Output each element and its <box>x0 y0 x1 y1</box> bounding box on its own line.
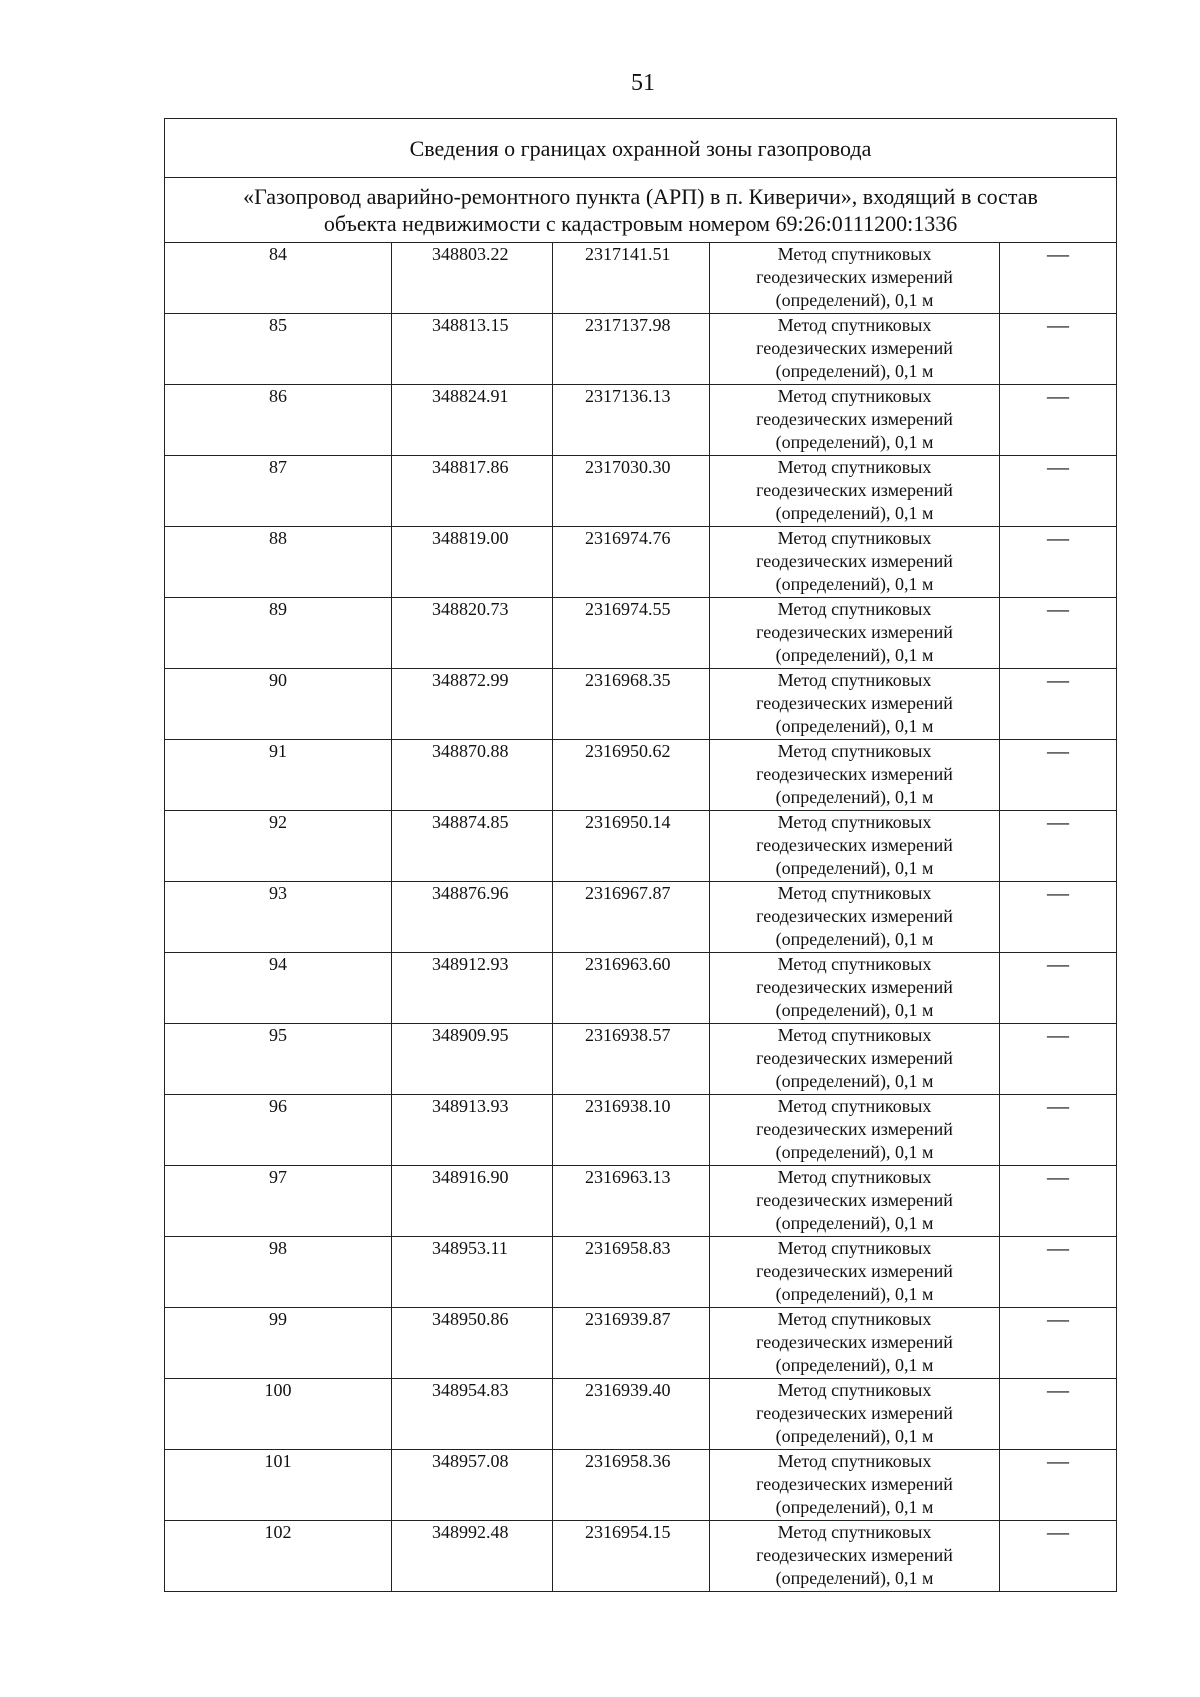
method-cell <box>710 456 1000 527</box>
coordinate-x: 348992.48 <box>392 1521 553 1592</box>
table-title-row <box>165 119 1117 178</box>
method-line-3: (определений), 0,1 м <box>775 1497 934 1517</box>
method-line-3: (определений), 0,1 м <box>775 1213 934 1233</box>
method-cell <box>710 385 1000 456</box>
coordinate-x: 348909.95 <box>392 1024 553 1095</box>
method-line-3: (определений), 0,1 м <box>775 574 934 594</box>
coordinate-y: 2316958.83 <box>553 1237 710 1308</box>
method-line-2: геодезических измерений <box>756 693 953 713</box>
method-line-3: (определений), 0,1 м <box>775 1142 934 1162</box>
method-line-3: (определений), 0,1 м <box>775 1284 934 1304</box>
table-row <box>165 1450 1117 1521</box>
coordinate-y: 2316950.62 <box>553 740 710 811</box>
coordinate-y: 2316963.13 <box>553 1166 710 1237</box>
method-cell <box>710 1095 1000 1166</box>
note-dash: — <box>1000 527 1117 598</box>
note-dash: — <box>1000 1024 1117 1095</box>
point-number: 94 <box>165 953 392 1024</box>
coordinate-x: 348820.73 <box>392 598 553 669</box>
method-cell <box>710 598 1000 669</box>
coordinate-x: 348913.93 <box>392 1095 553 1166</box>
method-cell <box>710 1521 1000 1592</box>
coordinate-y: 2316939.40 <box>553 1379 710 1450</box>
point-number: 87 <box>165 456 392 527</box>
method-line-3: (определений), 0,1 м <box>775 361 934 381</box>
method-line-2: геодезических измерений <box>756 1261 953 1281</box>
note-dash: — <box>1000 456 1117 527</box>
coordinate-y: 2316939.87 <box>553 1308 710 1379</box>
note-dash: — <box>1000 740 1117 811</box>
point-number: 95 <box>165 1024 392 1095</box>
method-cell <box>710 1450 1000 1521</box>
coordinate-y: 2316967.87 <box>553 882 710 953</box>
table-row <box>165 598 1117 669</box>
point-number: 100 <box>165 1379 392 1450</box>
subtitle-line-2: объекта недвижимости с кадастровым номером 69:26:0111200:1336 <box>323 211 958 236</box>
point-number: 88 <box>165 527 392 598</box>
method-line-2: геодезических измерений <box>756 409 953 429</box>
table-row <box>165 1024 1117 1095</box>
table-row <box>165 1237 1117 1308</box>
point-number: 93 <box>165 882 392 953</box>
method-cell <box>710 243 1000 314</box>
coordinates-table <box>164 118 1117 1592</box>
method-line-3: (определений), 0,1 м <box>775 432 934 452</box>
coordinate-y: 2316974.55 <box>553 598 710 669</box>
method-line-3: (определений), 0,1 м <box>775 787 934 807</box>
method-line-3: (определений), 0,1 м <box>775 290 934 310</box>
method-cell <box>710 1237 1000 1308</box>
method-line-1: Метод спутниковых <box>777 954 932 974</box>
note-dash: — <box>1000 1237 1117 1308</box>
page-number: 51 <box>631 70 655 96</box>
coordinate-y: 2316958.36 <box>553 1450 710 1521</box>
method-line-1: Метод спутниковых <box>777 1451 932 1471</box>
method-line-1: Метод спутниковых <box>777 386 932 406</box>
point-number: 99 <box>165 1308 392 1379</box>
method-line-2: геодезических измерений <box>756 622 953 642</box>
method-line-2: геодезических измерений <box>756 338 953 358</box>
note-dash: — <box>1000 598 1117 669</box>
point-number: 97 <box>165 1166 392 1237</box>
method-line-2: геодезических измерений <box>756 1119 953 1139</box>
coordinate-x: 348916.90 <box>392 1166 553 1237</box>
table-row <box>165 1166 1117 1237</box>
table-row <box>165 882 1117 953</box>
method-cell <box>710 882 1000 953</box>
coordinate-y: 2317030.30 <box>553 456 710 527</box>
method-line-2: геодезических измерений <box>756 1403 953 1423</box>
point-number: 92 <box>165 811 392 882</box>
method-line-3: (определений), 0,1 м <box>775 1426 934 1446</box>
note-dash: — <box>1000 1095 1117 1166</box>
coordinate-y: 2316938.10 <box>553 1095 710 1166</box>
coordinate-x: 348870.88 <box>392 740 553 811</box>
method-line-3: (определений), 0,1 м <box>775 716 934 736</box>
coordinate-x: 348953.11 <box>392 1237 553 1308</box>
method-cell <box>710 1024 1000 1095</box>
coordinate-x: 348872.99 <box>392 669 553 740</box>
table-subtitle <box>165 178 1117 243</box>
note-dash: — <box>1000 314 1117 385</box>
method-line-2: геодезических измерений <box>756 1190 953 1210</box>
method-cell <box>710 811 1000 882</box>
method-line-3: (определений), 0,1 м <box>775 1071 934 1091</box>
point-number: 89 <box>165 598 392 669</box>
point-number: 96 <box>165 1095 392 1166</box>
method-line-1: Метод спутниковых <box>777 1025 932 1045</box>
table-row <box>165 527 1117 598</box>
method-line-1: Метод спутниковых <box>777 599 932 619</box>
table-row <box>165 1521 1117 1592</box>
point-number: 101 <box>165 1450 392 1521</box>
table-row <box>165 243 1117 314</box>
method-line-3: (определений), 0,1 м <box>775 1568 934 1588</box>
method-cell <box>710 1166 1000 1237</box>
method-line-1: Метод спутниковых <box>777 1380 932 1400</box>
table-row <box>165 740 1117 811</box>
note-dash: — <box>1000 385 1117 456</box>
coordinate-y: 2316974.76 <box>553 527 710 598</box>
method-line-1: Метод спутниковых <box>777 1309 932 1329</box>
note-dash: — <box>1000 882 1117 953</box>
coordinate-y: 2316938.57 <box>553 1024 710 1095</box>
point-number: 85 <box>165 314 392 385</box>
method-line-2: геодезических измерений <box>756 1545 953 1565</box>
method-line-1: Метод спутниковых <box>777 1522 932 1542</box>
method-line-1: Метод спутниковых <box>777 1167 932 1187</box>
coordinate-y: 2316950.14 <box>553 811 710 882</box>
table-title: Сведения о границах охранной зоны газопровода <box>165 119 1117 178</box>
point-number: 98 <box>165 1237 392 1308</box>
note-dash: — <box>1000 1450 1117 1521</box>
note-dash: — <box>1000 1166 1117 1237</box>
coordinate-y: 2317137.98 <box>553 314 710 385</box>
point-number: 91 <box>165 740 392 811</box>
method-line-3: (определений), 0,1 м <box>775 645 934 665</box>
note-dash: — <box>1000 811 1117 882</box>
method-line-1: Метод спутниковых <box>777 528 932 548</box>
method-line-1: Метод спутниковых <box>777 883 932 903</box>
method-line-2: геодезических измерений <box>756 764 953 784</box>
method-line-1: Метод спутниковых <box>777 1096 932 1116</box>
coordinate-x: 348912.93 <box>392 953 553 1024</box>
table-row <box>165 1379 1117 1450</box>
method-line-1: Метод спутниковых <box>777 244 932 264</box>
coordinate-x: 348950.86 <box>392 1308 553 1379</box>
method-line-2: геодезических измерений <box>756 1474 953 1494</box>
coordinate-x: 348813.15 <box>392 314 553 385</box>
coordinate-y: 2317136.13 <box>553 385 710 456</box>
method-cell <box>710 740 1000 811</box>
method-line-2: геодезических измерений <box>756 906 953 926</box>
method-line-2: геодезических измерений <box>756 1332 953 1352</box>
point-number: 90 <box>165 669 392 740</box>
method-line-2: геодезических измерений <box>756 480 953 500</box>
table-row <box>165 953 1117 1024</box>
method-line-3: (определений), 0,1 м <box>775 929 934 949</box>
coordinate-x: 348824.91 <box>392 385 553 456</box>
method-line-2: геодезических измерений <box>756 1048 953 1068</box>
coordinate-x: 348954.83 <box>392 1379 553 1450</box>
note-dash: — <box>1000 243 1117 314</box>
method-cell <box>710 953 1000 1024</box>
method-cell <box>710 527 1000 598</box>
table-row <box>165 811 1117 882</box>
method-cell <box>710 1308 1000 1379</box>
table-row <box>165 385 1117 456</box>
coordinate-x: 348876.96 <box>392 882 553 953</box>
note-dash: — <box>1000 669 1117 740</box>
subtitle-line-1: «Газопровод аварийно-ремонтного пункта (АРП) в п. Киверичи», входящий в состав <box>243 184 1038 209</box>
note-dash: — <box>1000 953 1117 1024</box>
point-number: 86 <box>165 385 392 456</box>
note-dash: — <box>1000 1521 1117 1592</box>
coordinate-x: 348819.00 <box>392 527 553 598</box>
note-dash: — <box>1000 1308 1117 1379</box>
point-number: 102 <box>165 1521 392 1592</box>
point-number: 84 <box>165 243 392 314</box>
method-line-2: геодезических измерений <box>756 267 953 287</box>
coordinate-x: 348874.85 <box>392 811 553 882</box>
method-line-3: (определений), 0,1 м <box>775 858 934 878</box>
method-line-2: геодезических измерений <box>756 835 953 855</box>
method-cell <box>710 314 1000 385</box>
coordinate-x: 348957.08 <box>392 1450 553 1521</box>
table-row <box>165 1308 1117 1379</box>
coordinate-y: 2317141.51 <box>553 243 710 314</box>
method-line-1: Метод спутниковых <box>777 812 932 832</box>
method-line-3: (определений), 0,1 м <box>775 503 934 523</box>
coordinate-x: 348817.86 <box>392 456 553 527</box>
method-line-3: (определений), 0,1 м <box>775 1000 934 1020</box>
method-line-2: геодезических измерений <box>756 551 953 571</box>
coordinate-y: 2316954.15 <box>553 1521 710 1592</box>
method-line-1: Метод спутниковых <box>777 315 932 335</box>
table-row <box>165 314 1117 385</box>
method-cell <box>710 1379 1000 1450</box>
table-row <box>165 669 1117 740</box>
method-line-2: геодезических измерений <box>756 977 953 997</box>
method-line-1: Метод спутниковых <box>777 457 932 477</box>
method-line-3: (определений), 0,1 м <box>775 1355 934 1375</box>
table-row <box>165 456 1117 527</box>
coordinate-y: 2316968.35 <box>553 669 710 740</box>
method-cell <box>710 669 1000 740</box>
table-subtitle-row <box>165 178 1117 243</box>
note-dash: — <box>1000 1379 1117 1450</box>
method-line-1: Метод спутниковых <box>777 670 932 690</box>
table-row <box>165 1095 1117 1166</box>
coordinate-x: 348803.22 <box>392 243 553 314</box>
coordinate-y: 2316963.60 <box>553 953 710 1024</box>
method-line-1: Метод спутниковых <box>777 1238 932 1258</box>
method-line-1: Метод спутниковых <box>777 741 932 761</box>
